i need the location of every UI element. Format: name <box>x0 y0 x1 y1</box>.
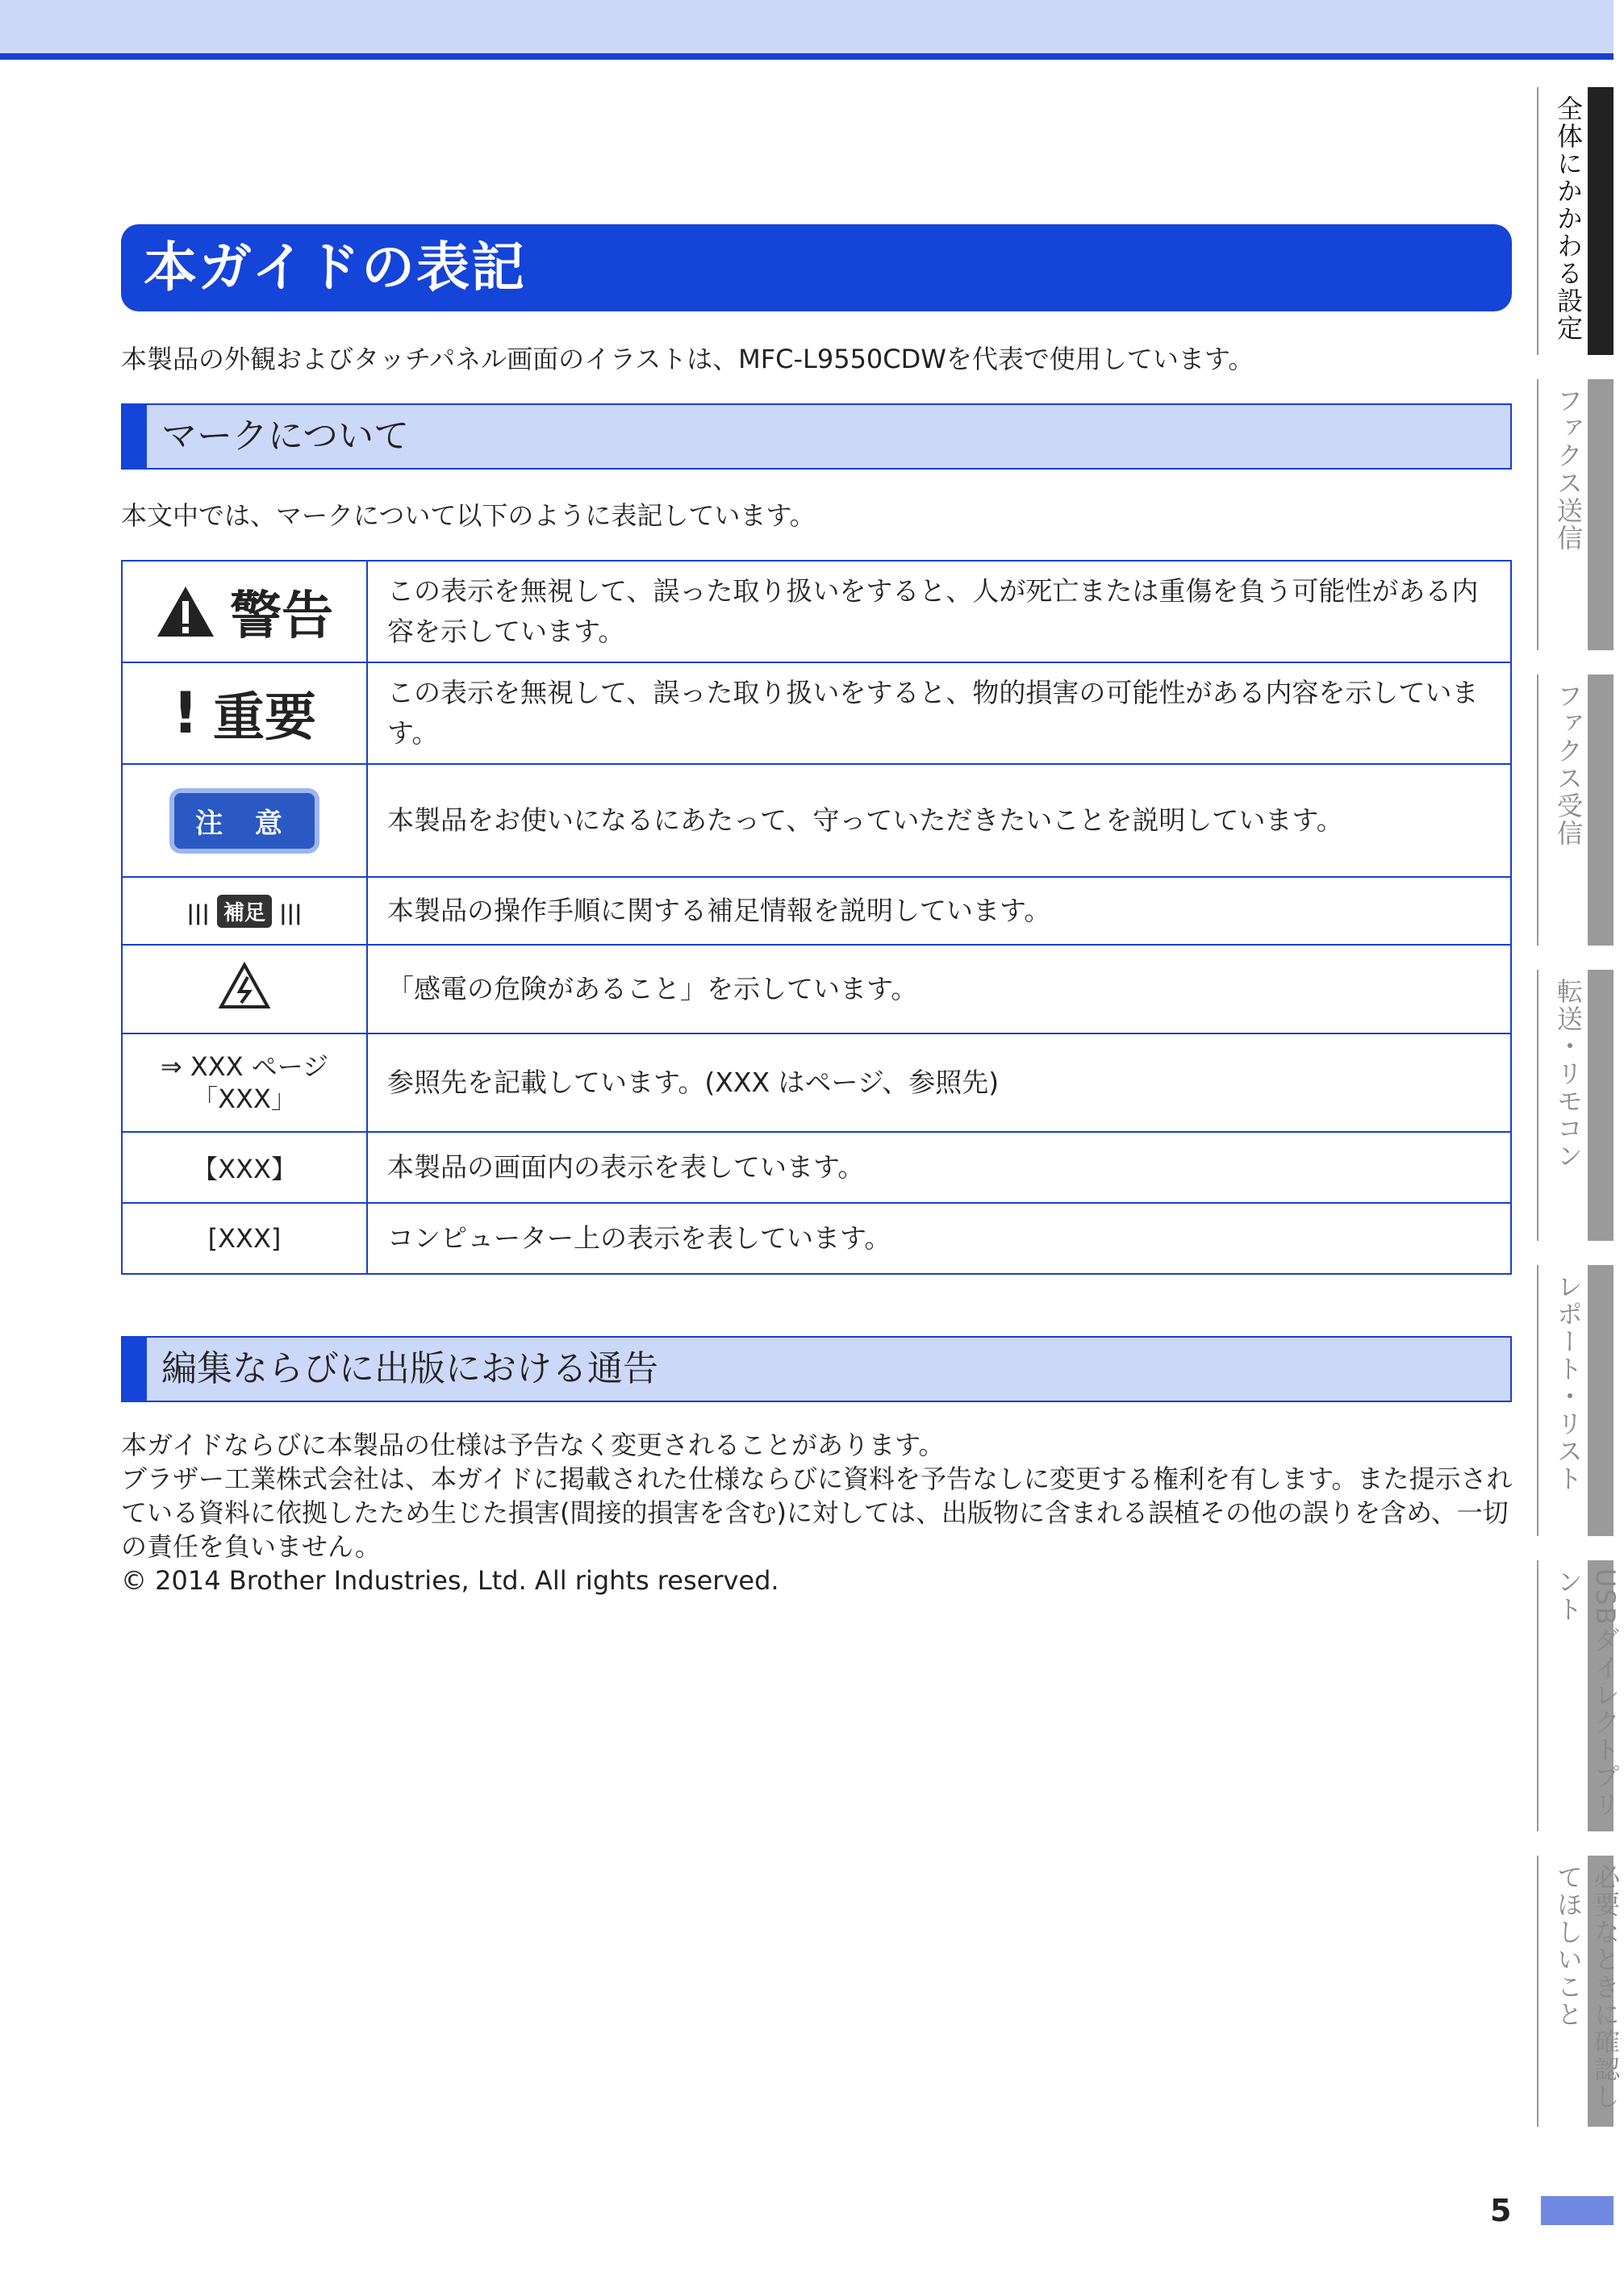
mark-cell-shock <box>122 945 367 1033</box>
side-tab-general-settings[interactable] <box>1537 87 1614 355</box>
header-rule <box>0 53 1614 60</box>
mark-description: 本製品の画面内の表示を表しています。 <box>367 1132 1511 1203</box>
mark-cell-supplement <box>122 877 367 945</box>
header-band <box>0 0 1614 55</box>
mark-cell-caution <box>122 764 367 877</box>
page-title: 本ガイドの表記 <box>121 224 1512 311</box>
page-number: 5 <box>1490 2193 1512 2228</box>
table-row <box>122 764 1511 877</box>
copyright-text: © 2014 Brother Industries, Ltd. All rights reserved. <box>121 1565 779 1596</box>
table-row <box>122 1132 1511 1203</box>
marks-lead-text: 本文中では、マークについて以下のように表記しています。 <box>121 500 816 531</box>
side-tab-fax-receive[interactable] <box>1537 674 1614 946</box>
table-row <box>122 662 1511 764</box>
mark-cell-warning <box>122 561 367 662</box>
side-tab-label: レポート・リスト <box>1553 1273 1584 1493</box>
mark-cell-screen-text: 【XXX】 <box>122 1132 367 1203</box>
notice-paragraph: ブラザー工業株式会社は、本ガイドに掲載された仕様ならびに資料を予告なしに変更する権利を有します。また提示されている資料に依拠したため生じた損害(間接的損害を含む)に対しては、出版物に含まれる誤植その他の誤りを含め、一切の責任を負いません。 <box>121 1464 1513 1562</box>
side-tab-forward-remote[interactable] <box>1537 970 1614 1241</box>
supplement-label: 補足 <box>217 895 272 928</box>
notice-line: 本ガイドならびに本製品の仕様は予告なく変更されることがあります。 <box>121 1430 945 1460</box>
mark-cell-computer-text: [XXX] <box>122 1203 367 1274</box>
warning-label: 警告 <box>230 587 333 646</box>
mark-description: 参照先を記載しています。(XXX はページ、参照先) <box>367 1033 1511 1132</box>
notice-body <box>121 1428 1517 1597</box>
side-tab-usb-direct-print[interactable] <box>1537 1560 1621 1831</box>
side-tab-label: USBダイレクトプリント <box>1553 1568 1621 1818</box>
side-tab-label: 転送・リモコン <box>1553 978 1584 1170</box>
mark-cell-reference: ⇒ XXX ページ 「XXX」 <box>122 1033 367 1132</box>
side-tab-troubleshooting[interactable] <box>1537 1856 1621 2127</box>
mark-description: この表示を無視して、誤った取り扱いをすると、人が死亡または重傷を負う可能性がある内容を示しています。 <box>367 561 1511 662</box>
caution-badge-icon: 注 意 <box>174 793 315 849</box>
side-tab-label: ファクス送信 <box>1553 387 1584 552</box>
exclamation-icon: ! <box>173 680 198 746</box>
mark-cell-important <box>122 662 367 764</box>
table-row <box>122 945 1511 1033</box>
warning-triangle-icon <box>156 585 215 638</box>
side-tab-label: 必要なときに確認してほしいこと <box>1553 1864 1621 2111</box>
marks-table <box>121 560 1512 1275</box>
intro-text: 本製品の外観およびタッチパネル画面のイラストは、MFC-L9550CDWを代表で使用しています。 <box>121 344 1255 374</box>
table-row <box>122 1203 1511 1274</box>
section-heading-marks: マークについて <box>121 403 1512 470</box>
mark-description: 「感電の危険があること」を示しています。 <box>367 945 1511 1033</box>
side-tab-fax-send[interactable] <box>1537 379 1614 650</box>
important-label: 重要 <box>212 688 316 748</box>
mark-description: コンピューター上の表示を表しています。 <box>367 1203 1511 1274</box>
electric-shock-icon <box>219 962 270 1009</box>
page-number-bar <box>1541 2196 1614 2225</box>
side-tab-label: ファクス受信 <box>1553 683 1584 847</box>
section-heading-notice: 編集ならびに出版における通告 <box>121 1336 1512 1402</box>
side-tab-report-list[interactable] <box>1537 1265 1614 1536</box>
mark-description: 本製品の操作手順に関する補足情報を説明しています。 <box>367 877 1511 945</box>
table-row <box>122 1033 1511 1132</box>
side-tab-label: 全体にかかわる設定 <box>1553 95 1584 342</box>
mark-description: この表示を無視して、誤った取り扱いをすると、物的損害の可能性がある内容を示しています。 <box>367 662 1511 764</box>
supplement-badge-icon: ||| 補足 ||| <box>186 895 302 928</box>
table-row <box>122 877 1511 945</box>
table-row <box>122 561 1511 662</box>
mark-description: 本製品をお使いになるにあたって、守っていただきたいことを説明しています。 <box>367 764 1511 877</box>
